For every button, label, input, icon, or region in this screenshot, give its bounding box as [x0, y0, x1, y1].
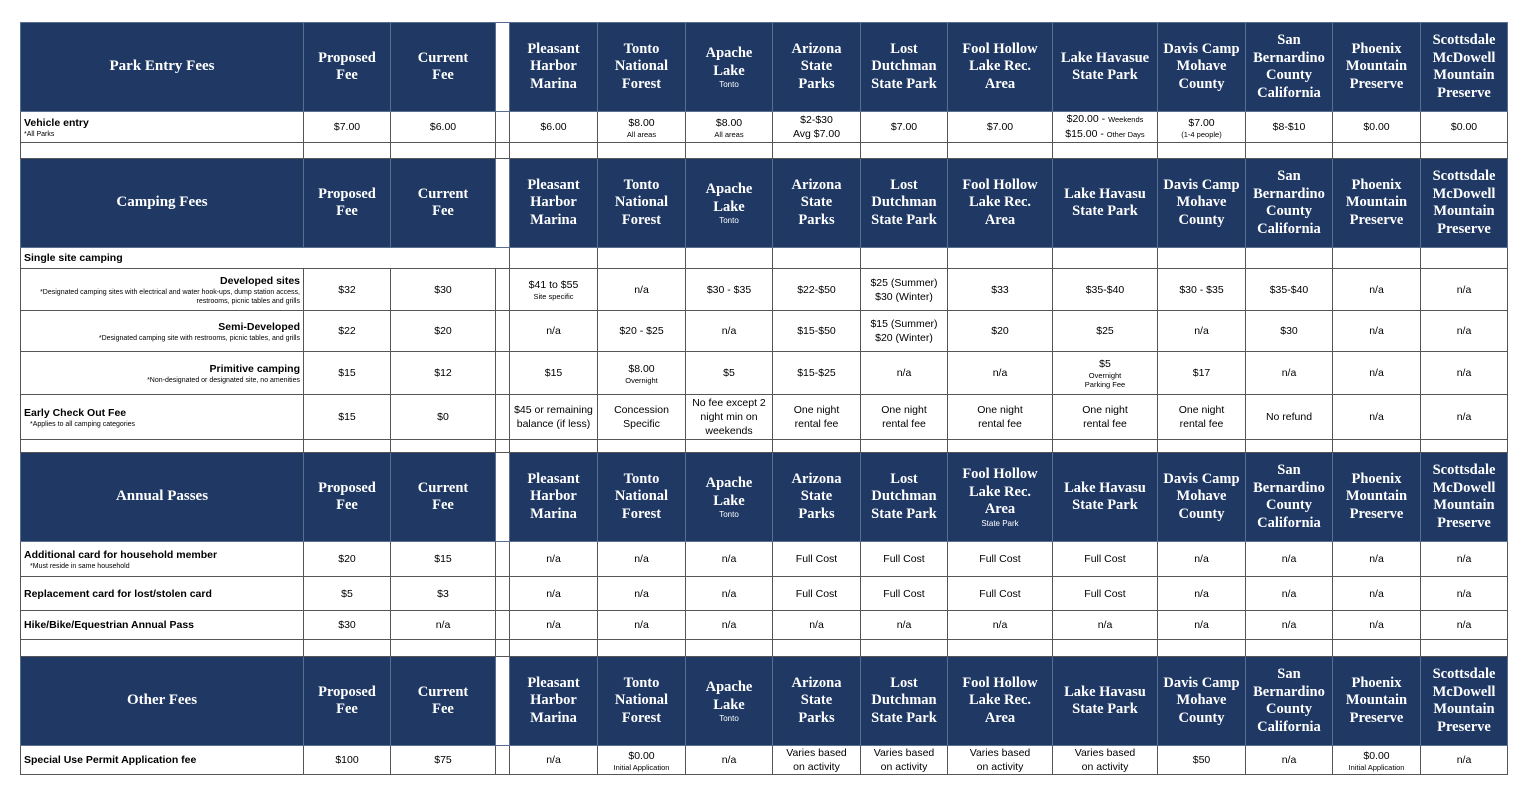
current-fee: $75: [391, 746, 496, 775]
proposed-fee: $15: [304, 352, 391, 395]
cell: n/a: [686, 311, 773, 352]
col-phoenix-mountain: Phoenix Mountain Preserve: [1333, 159, 1421, 248]
col-fool-hollow: Fool Hollow Lake Rec. Area: [948, 23, 1053, 112]
cell: $0.00: [1333, 112, 1421, 143]
cell: n/a: [510, 577, 598, 611]
col-phoenix-mountain: Phoenix Mountain Preserve: [1333, 453, 1421, 542]
cell: $45 or remaining balance (if less): [510, 395, 598, 440]
col-apache-lake: Apache Lake Tonto: [686, 159, 773, 248]
row-label: Additional card for household member *Must reside in same household: [21, 542, 304, 577]
current-fee: $30: [391, 269, 496, 311]
cell: n/a: [1158, 577, 1246, 611]
cell: n/a: [598, 611, 686, 640]
col-current-fee: Current Fee: [391, 23, 496, 112]
col-apache-lake: Apache Lake Tonto: [686, 23, 773, 112]
col-pleasant-harbor: Pleasant Harbor Marina: [510, 657, 598, 746]
cell: $15: [510, 352, 598, 395]
cell: n/a: [1158, 611, 1246, 640]
row-label: Replacement card for lost/stolen card: [21, 577, 304, 611]
cell: n/a: [598, 269, 686, 311]
cell: Full Cost: [948, 577, 1053, 611]
col-lost-dutchman: Lost Dutchman State Park: [861, 23, 948, 112]
col-fool-hollow: Fool Hollow Lake Rec. Area: [948, 159, 1053, 248]
proposed-fee: $30: [304, 611, 391, 640]
proposed-fee: $5: [304, 577, 391, 611]
column-gap: [496, 542, 510, 577]
row-label: Semi-Developed *Designated camping site with restrooms, picnic tables, and grills: [21, 311, 304, 352]
cell: n/a: [1053, 611, 1158, 640]
cell: $7.00: [948, 112, 1053, 143]
column-gap: [496, 269, 510, 311]
cell: n/a: [1333, 311, 1421, 352]
cell: Full Cost: [948, 542, 1053, 577]
cell: One night rental fee: [1158, 395, 1246, 440]
proposed-fee: $22: [304, 311, 391, 352]
column-gap: [496, 395, 510, 440]
cell: n/a: [1421, 269, 1508, 311]
cell: One night rental fee: [948, 395, 1053, 440]
current-fee: $15: [391, 542, 496, 577]
col-proposed-fee: Proposed Fee: [304, 657, 391, 746]
cell: $22-$50: [773, 269, 861, 311]
cell: n/a: [1246, 577, 1333, 611]
cell: One night rental fee: [1053, 395, 1158, 440]
row-hike-bike-equestrian: [21, 611, 1508, 640]
col-proposed-fee: Proposed Fee: [304, 23, 391, 112]
cell: n/a: [686, 611, 773, 640]
row-special-use-permit: [21, 746, 1508, 775]
cell: Full Cost: [861, 577, 948, 611]
cell: $7.00: [861, 112, 948, 143]
cell: n/a: [1421, 395, 1508, 440]
col-arizona-state-parks: Arizona State Parks: [773, 159, 861, 248]
cell: $30: [1246, 311, 1333, 352]
cell: Varies based on activity: [948, 746, 1053, 775]
cell: $15-$25: [773, 352, 861, 395]
col-davis-camp: Davis Camp Mohave County: [1158, 453, 1246, 542]
col-san-bernardino: San Bernardino County California: [1246, 23, 1333, 112]
col-scottsdale-mcdowell: Scottsdale McDowell Mountain Preserve: [1421, 159, 1508, 248]
current-fee: $0: [391, 395, 496, 440]
cell: Varies based on activity: [773, 746, 861, 775]
cell: $20.00 - Weekends $15.00 - Other Days: [1053, 112, 1158, 143]
col-scottsdale-mcdowell: Scottsdale McDowell Mountain Preserve: [1421, 453, 1508, 542]
row-vehicle-entry: [21, 112, 1508, 143]
col-lost-dutchman: Lost Dutchman State Park: [861, 657, 948, 746]
row-label: Primitive camping *Non-designated or designated site, no amenities: [21, 352, 304, 395]
col-lake-havasu: Lake Havasu State Park: [1053, 453, 1158, 542]
col-lake-havasu: Lake Havasue State Park: [1053, 23, 1158, 112]
row-early-check-out: [21, 395, 1508, 440]
current-fee: n/a: [391, 611, 496, 640]
col-tonto-forest: Tonto National Forest: [598, 453, 686, 542]
cell: n/a: [948, 352, 1053, 395]
col-san-bernardino: San Bernardino County California: [1246, 159, 1333, 248]
cell: n/a: [1246, 352, 1333, 395]
section-title-camping: Camping Fees: [21, 159, 304, 248]
cell: $8.00 All areas: [598, 112, 686, 143]
row-label: Early Check Out Fee *Applies to all camping categories: [21, 395, 304, 440]
col-proposed-fee: Proposed Fee: [304, 159, 391, 248]
col-davis-camp: Davis Camp Mohave County: [1158, 23, 1246, 112]
cell: n/a: [686, 577, 773, 611]
col-fool-hollow: Fool Hollow Lake Rec. Area State Park: [948, 453, 1053, 542]
column-gap: [496, 23, 510, 112]
col-tonto-forest: Tonto National Forest: [598, 23, 686, 112]
col-lake-havasu: Lake Havasu State Park: [1053, 159, 1158, 248]
row-single-site-camping: [21, 248, 1508, 269]
row-label: Single site camping: [21, 248, 304, 269]
column-gap: [496, 577, 510, 611]
cell: n/a: [598, 577, 686, 611]
cell: $30 - $35: [686, 269, 773, 311]
cell: n/a: [1421, 577, 1508, 611]
cell: n/a: [1333, 269, 1421, 311]
cell: $0.00: [1421, 112, 1508, 143]
col-lost-dutchman: Lost Dutchman State Park: [861, 159, 948, 248]
cell: Full Cost: [1053, 542, 1158, 577]
col-san-bernardino: San Bernardino County California: [1246, 453, 1333, 542]
cell: n/a: [1421, 311, 1508, 352]
cell: Full Cost: [773, 542, 861, 577]
cell: $2-$30 Avg $7.00: [773, 112, 861, 143]
cell: $35-$40: [1053, 269, 1158, 311]
cell: n/a: [1421, 746, 1508, 775]
col-pleasant-harbor: Pleasant Harbor Marina: [510, 159, 598, 248]
cell: $50: [1158, 746, 1246, 775]
camping-header-row: [21, 159, 1508, 248]
col-pleasant-harbor: Pleasant Harbor Marina: [510, 453, 598, 542]
col-arizona-state-parks: Arizona State Parks: [773, 657, 861, 746]
row-label: Vehicle entry *All Parks: [21, 112, 304, 143]
proposed-fee: $7.00: [304, 112, 391, 143]
col-tonto-forest: Tonto National Forest: [598, 657, 686, 746]
cell: n/a: [1158, 311, 1246, 352]
cell: $20: [948, 311, 1053, 352]
cell: $8-$10: [1246, 112, 1333, 143]
cell: $33: [948, 269, 1053, 311]
col-scottsdale-mcdowell: Scottsdale McDowell Mountain Preserve: [1421, 23, 1508, 112]
cell: n/a: [510, 746, 598, 775]
proposed-fee: $20: [304, 542, 391, 577]
cell: $5 Overnight Parking Fee: [1053, 352, 1158, 395]
col-arizona-state-parks: Arizona State Parks: [773, 23, 861, 112]
col-current-fee: Current Fee: [391, 453, 496, 542]
col-phoenix-mountain: Phoenix Mountain Preserve: [1333, 657, 1421, 746]
cell: n/a: [1158, 542, 1246, 577]
cell: n/a: [861, 611, 948, 640]
cell: $7.00 (1-4 people): [1158, 112, 1246, 143]
section-title-park-entry: Park Entry Fees: [21, 23, 304, 112]
row-additional-card: [21, 542, 1508, 577]
cell: $6.00: [510, 112, 598, 143]
other-fees-header-row: [21, 657, 1508, 746]
spacer-row: [21, 440, 1508, 453]
cell: n/a: [1246, 542, 1333, 577]
cell: No refund: [1246, 395, 1333, 440]
column-gap: [496, 112, 510, 143]
cell: $0.00 Initial Application: [1333, 746, 1421, 775]
cell: Full Cost: [861, 542, 948, 577]
cell: n/a: [1333, 352, 1421, 395]
cell: $15 (Summer) $20 (Winter): [861, 311, 948, 352]
col-lake-havasu: Lake Havasu State Park: [1053, 657, 1158, 746]
cell: $0.00 Initial Application: [598, 746, 686, 775]
proposed-fee: $32: [304, 269, 391, 311]
proposed-fee: $15: [304, 395, 391, 440]
col-fool-hollow: Fool Hollow Lake Rec. Area: [948, 657, 1053, 746]
column-gap: [496, 657, 510, 746]
cell: n/a: [948, 611, 1053, 640]
cell: n/a: [686, 542, 773, 577]
cell: n/a: [1246, 611, 1333, 640]
cell: Varies based on activity: [1053, 746, 1158, 775]
spacer-row: [21, 640, 1508, 657]
section-title-other: Other Fees: [21, 657, 304, 746]
column-gap: [496, 453, 510, 542]
col-arizona-state-parks: Arizona State Parks: [773, 453, 861, 542]
row-developed-sites: [21, 269, 1508, 311]
cell: n/a: [1421, 611, 1508, 640]
col-phoenix-mountain: Phoenix Mountain Preserve: [1333, 23, 1421, 112]
column-gap: [496, 352, 510, 395]
row-label: Hike/Bike/Equestrian Annual Pass: [21, 611, 304, 640]
col-tonto-forest: Tonto National Forest: [598, 159, 686, 248]
cell: One night rental fee: [861, 395, 948, 440]
cell: n/a: [510, 542, 598, 577]
column-gap: [496, 611, 510, 640]
col-current-fee: Current Fee: [391, 159, 496, 248]
cell: $25 (Summer) $30 (Winter): [861, 269, 948, 311]
column-gap: [496, 311, 510, 352]
cell: Varies based on activity: [861, 746, 948, 775]
spacer-row: [21, 143, 1508, 159]
cell: $15-$50: [773, 311, 861, 352]
cell: $25: [1053, 311, 1158, 352]
cell: n/a: [773, 611, 861, 640]
cell: Full Cost: [773, 577, 861, 611]
col-proposed-fee: Proposed Fee: [304, 453, 391, 542]
cell: n/a: [1333, 395, 1421, 440]
section-title-annual: Annual Passes: [21, 453, 304, 542]
cell: $8.00 Overnight: [598, 352, 686, 395]
current-fee: $12: [391, 352, 496, 395]
row-primitive-camping: [21, 352, 1508, 395]
cell: $5: [686, 352, 773, 395]
cell: n/a: [861, 352, 948, 395]
col-scottsdale-mcdowell: Scottsdale McDowell Mountain Preserve: [1421, 657, 1508, 746]
col-davis-camp: Davis Camp Mohave County: [1158, 159, 1246, 248]
cell: $35-$40: [1246, 269, 1333, 311]
col-apache-lake: Apache Lake Tonto: [686, 657, 773, 746]
cell: n/a: [1333, 577, 1421, 611]
cell: $20 - $25: [598, 311, 686, 352]
cell: n/a: [686, 746, 773, 775]
row-label: Special Use Permit Application fee: [21, 746, 304, 775]
col-lost-dutchman: Lost Dutchman State Park: [861, 453, 948, 542]
cell: n/a: [1421, 542, 1508, 577]
current-fee: $3: [391, 577, 496, 611]
cell: n/a: [510, 311, 598, 352]
cell: n/a: [1333, 542, 1421, 577]
proposed-fee: $100: [304, 746, 391, 775]
cell: Concession Specific: [598, 395, 686, 440]
current-fee: $6.00: [391, 112, 496, 143]
col-san-bernardino: San Bernardino County California: [1246, 657, 1333, 746]
column-gap: [496, 159, 510, 248]
col-current-fee: Current Fee: [391, 657, 496, 746]
annual-passes-header-row: [21, 453, 1508, 542]
park-entry-header-row: [21, 23, 1508, 112]
cell: No fee except 2 night min on weekends: [686, 395, 773, 440]
cell: n/a: [510, 611, 598, 640]
cell: One night rental fee: [773, 395, 861, 440]
cell: $17: [1158, 352, 1246, 395]
col-apache-lake: Apache Lake Tonto: [686, 453, 773, 542]
row-replacement-card: [21, 577, 1508, 611]
row-semi-developed: [21, 311, 1508, 352]
current-fee: $20: [391, 311, 496, 352]
cell: Full Cost: [1053, 577, 1158, 611]
row-label: Developed sites *Designated camping sites with electrical and water hook-ups, dump station access, restrooms, picnic tables and grills: [21, 269, 304, 311]
cell: $41 to $55 Site specific: [510, 269, 598, 311]
cell: n/a: [1246, 746, 1333, 775]
col-pleasant-harbor: Pleasant Harbor Marina: [510, 23, 598, 112]
cell: n/a: [598, 542, 686, 577]
col-davis-camp: Davis Camp Mohave County: [1158, 657, 1246, 746]
fee-comparison-table: [20, 22, 1508, 775]
cell: $8.00 All areas: [686, 112, 773, 143]
cell: $30 - $35: [1158, 269, 1246, 311]
cell: n/a: [1333, 611, 1421, 640]
cell: n/a: [1421, 352, 1508, 395]
column-gap: [496, 746, 510, 775]
